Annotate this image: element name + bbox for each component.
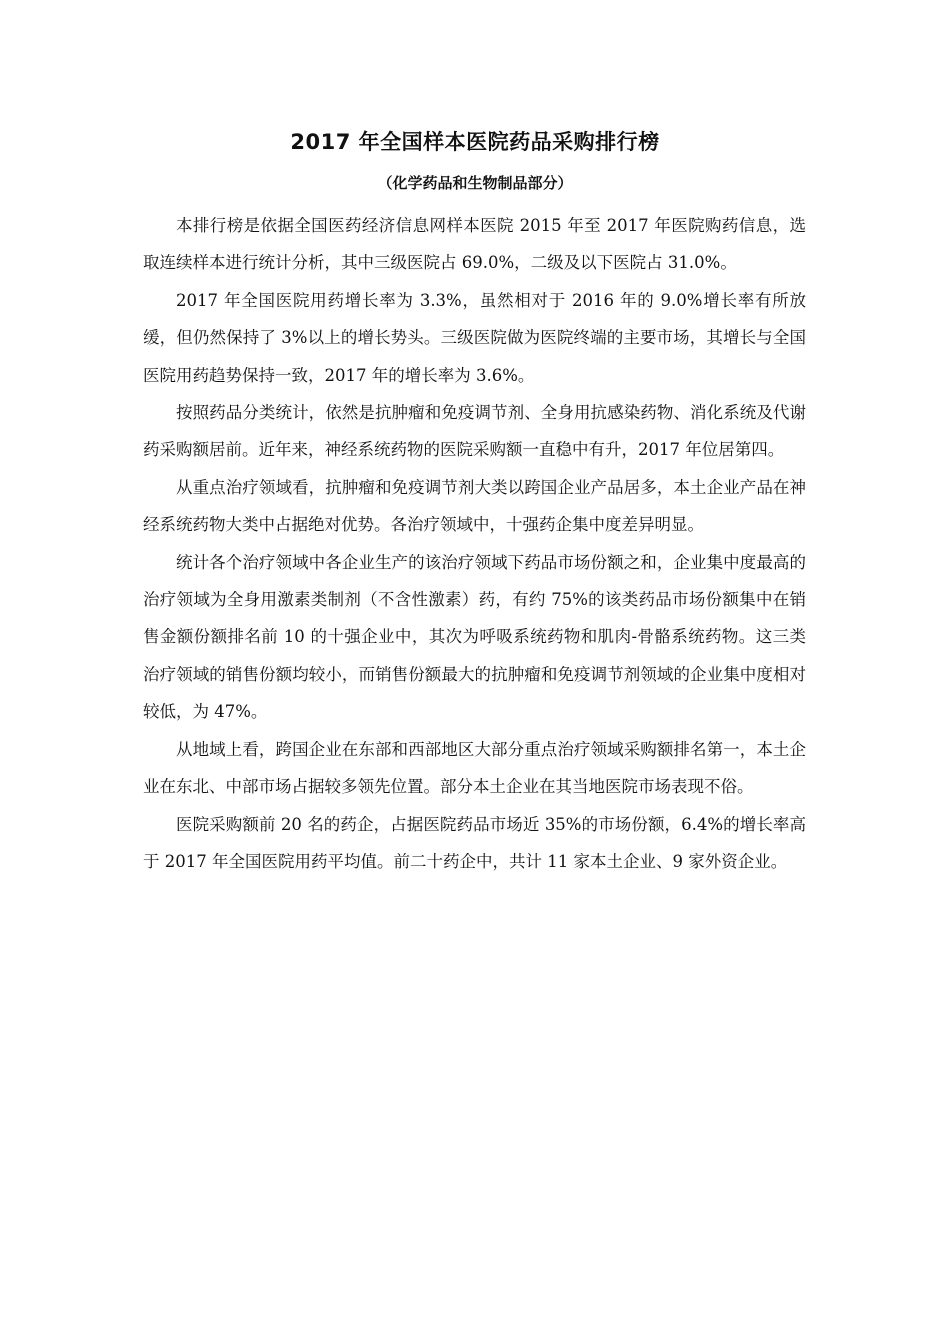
- document-subtitle: （化学药品和生物制品部分）: [377, 174, 573, 192]
- document-body: [143, 207, 806, 880]
- paragraph-concentration: 统计各个治疗领域中各企业生产的该治疗领域下药品市场份额之和，企业集中度最高的治疗领域为全身用激素类制剂（不含性激素）药，有约 75%的该类药品市场份额集中在销售金额份额排名前 10 的十强企业中，其次为呼吸系统药物和肌肉-骨骼系统药物。这三类治疗领域的销售份额均较小，而销售份额最大的抗肿瘤和免疫调节剂领域的企业集中度相对较低，为 47%。: [143, 552, 806, 722]
- paragraph-therapeutic-areas: 从重点治疗领域看，抗肿瘤和免疫调节剂大类以跨国企业产品居多，本土企业产品在神经系统药物大类中占据绝对优势。各治疗领域中，十强药企集中度差异明显。: [143, 477, 806, 535]
- paragraph-regional: 从地域上看，跨国企业在东部和西部地区大部分重点治疗领域采购额排名第一，本土企业在东北、中部市场占据较多领先位置。部分本土企业在其当地医院市场表现不俗。: [143, 739, 806, 797]
- document-title: 2017 年全国样本医院药品采购排行榜: [290, 130, 660, 154]
- paragraph-sample-basis: 本排行榜是依据全国医药经济信息网样本医院 2015 年至 2017 年医院购药信息，选取连续样本进行统计分析，其中三级医院占 69.0%，二级及以下医院占 31.0%。: [143, 216, 806, 273]
- paragraph-drug-categories: 按照药品分类统计，依然是抗肿瘤和免疫调节剂、全身用抗感染药物、消化系统及代谢药采购额居前。近年来，神经系统药物的医院采购额一直稳中有升，2017 年位居第四。: [143, 403, 806, 460]
- paragraph-growth-rate: 2017 年全国医院用药增长率为 3.3%，虽然相对于 2016 年的 9.0%增长率有所放缓，但仍然保持了 3%以上的增长势头。三级医院做为医院终端的主要市场，其增长与全国医院用药趋势保持一致，2017 年的增长率为 3.6%。: [143, 290, 806, 385]
- paragraph-top-20: 医院采购额前 20 名的药企，占据医院药品市场近 35%的市场份额，6.4%的增长率高于 2017 年全国医院用药平均值。前二十药企中，共计 11 家本土企业、9 家外资企业。: [143, 814, 806, 871]
